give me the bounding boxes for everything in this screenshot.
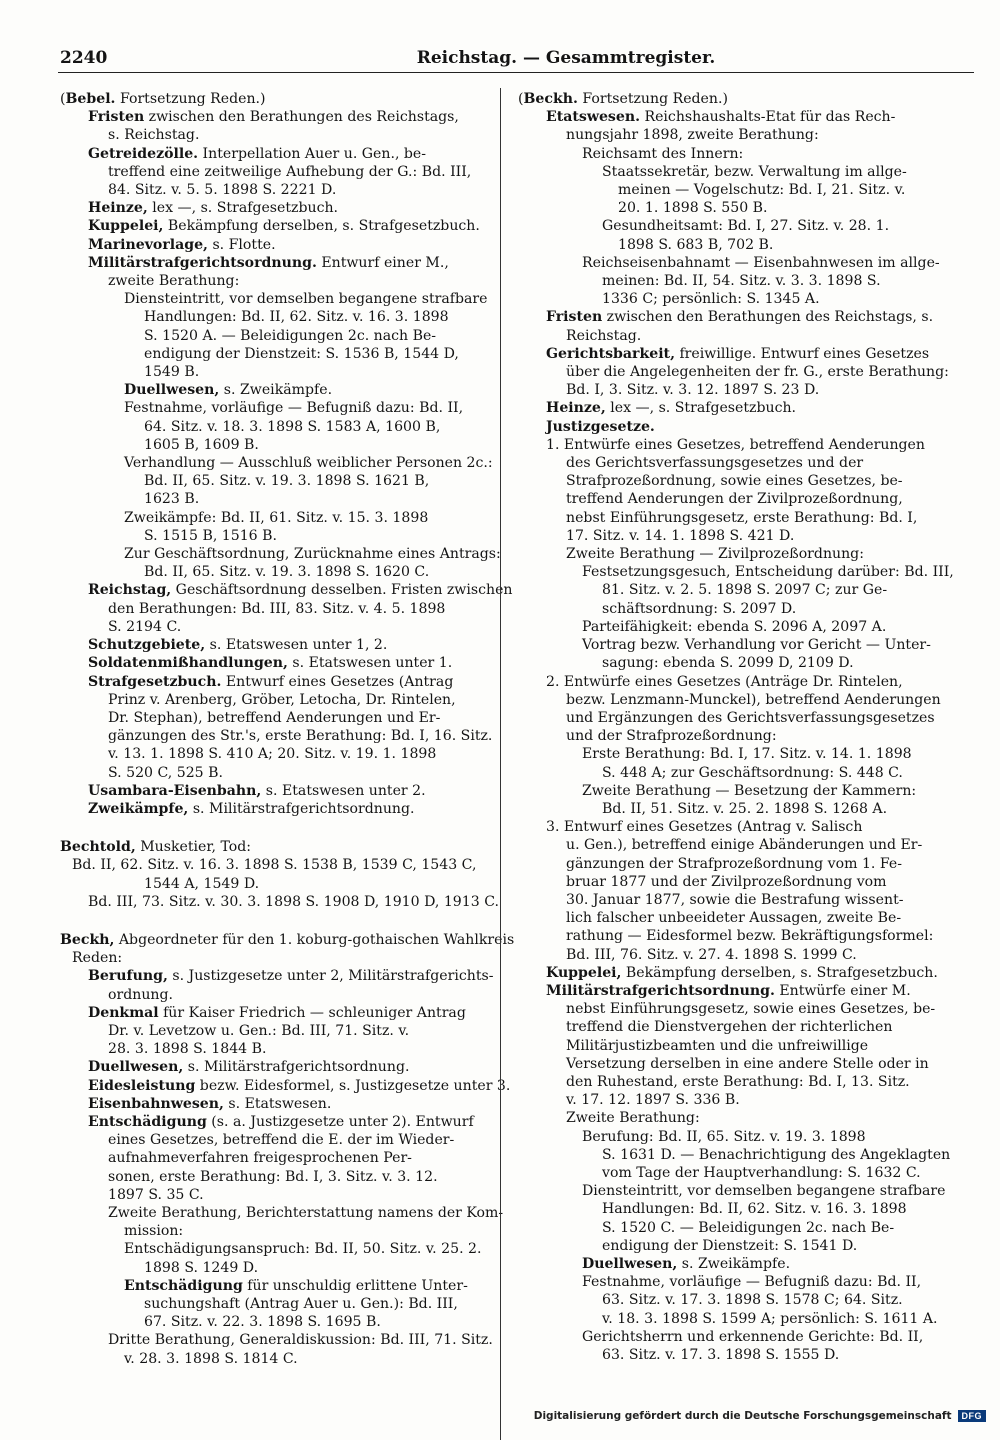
index-term: Fristen xyxy=(88,109,145,126)
index-term: Duellwesen, xyxy=(582,1256,678,1272)
entry-gap xyxy=(60,818,500,838)
index-line: 1336 C; persönlich: S. 1345 A. xyxy=(602,291,820,308)
index-line: Fristen zwischen den Berathungen des Reichstags, s. xyxy=(546,309,934,326)
index-line: Entschädigung für unschuldig erlittene Unter- xyxy=(124,1277,468,1294)
index-line: Entschädigungsanspruch: Bd. II, 50. Sitz. v. 25. 2. xyxy=(124,1241,482,1258)
index-term: Beckh. xyxy=(523,91,578,107)
page-header xyxy=(58,46,974,73)
column-divider xyxy=(500,88,501,1440)
index-line: Duellwesen, s. Zweikämpfe. xyxy=(582,1256,791,1272)
index-line: Strafprozeßordnung, sowie eines Gesetzes, be- xyxy=(566,473,903,490)
index-line: Versetzung derselben in eine andere Stelle oder in xyxy=(566,1055,929,1072)
index-line: ordnung. xyxy=(108,986,173,1003)
index-line: 1. Entwürfe eines Gesetzes, betreffend Aenderungen xyxy=(546,436,925,453)
index-term: Kuppelei, xyxy=(88,218,164,235)
index-line: nebst Einführungsgesetz, sowie eines Gesetzes, be- xyxy=(566,1001,936,1018)
index-line: Kuppelei, Bekämpfung derselben, s. Strafgesetzbuch. xyxy=(546,964,938,981)
index-line: des Gerichtsverfassungsgesetzes und der xyxy=(566,455,864,472)
index-line: Getreidezölle. Interpellation Auer u. Gen., be- xyxy=(88,145,427,162)
index-line: Reden: xyxy=(72,950,123,967)
index-line: Etatswesen. Reichshaushalts-Etat für das Rech- xyxy=(546,109,896,126)
index-line: Bd. II, 51. Sitz. v. 25. 2. 1898 S. 1268 A. xyxy=(602,800,888,817)
index-line: bruar 1877 und der Zivilprozeßordnung vom xyxy=(566,873,887,890)
index-line: 64. Sitz. v. 18. 3. 1898 S. 1583 A, 1600 B, xyxy=(144,418,441,435)
index-line: Beckh, Abgeordneter für den 1. koburg-gothaischen Wahlkreis xyxy=(60,931,515,948)
index-line: 1623 B. xyxy=(144,491,200,508)
index-line: Zur Geschäftsordnung, Zurücknahme eines Antrags: xyxy=(124,546,501,563)
index-line: Diensteintritt, vor demselben begangene strafbare xyxy=(124,291,488,308)
index-term: Heinze, xyxy=(546,400,606,417)
index-term: Eisenbahnwesen, xyxy=(88,1095,224,1112)
index-line: 1544 A, 1549 D. xyxy=(144,875,260,892)
index-term: Soldatenmißhandlungen, xyxy=(88,655,288,672)
index-line: S. 1515 B, 1516 B. xyxy=(144,527,277,544)
index-line: Dr. v. Levetzow u. Gen.: Bd. III, 71. Sitz. v. xyxy=(108,1022,410,1039)
index-line: v. 28. 3. 1898 S. 1814 C. xyxy=(124,1350,298,1367)
index-line: 1605 B, 1609 B. xyxy=(144,436,259,453)
index-term: Duellwesen, xyxy=(124,382,220,399)
index-line: 1897 S. 35 C. xyxy=(108,1186,204,1203)
index-line: 1898 S. 683 B, 702 B. xyxy=(618,236,774,253)
index-line: Verhandlung — Ausschluß weiblicher Personen 2c.: xyxy=(124,455,493,472)
index-line: Reichseisenbahnamt — Eisenbahnwesen im allge- xyxy=(582,254,940,271)
index-line: Schutzgebiete, s. Etatswesen unter 1, 2. xyxy=(88,637,388,654)
index-line: suchungshaft (Antrag Auer u. Gen.): Bd. III, xyxy=(144,1296,458,1312)
index-line: gänzungen der Strafprozeßordnung vom 1. Fe- xyxy=(566,855,902,872)
index-line: 1898 S. 1249 D. xyxy=(144,1259,259,1276)
index-line: Zweikämpfe: Bd. II, 61. Sitz. v. 15. 3. 1898 xyxy=(124,509,429,526)
index-line: schäftsordnung: S. 2097 D. xyxy=(602,600,797,617)
index-line: 20. 1. 1898 S. 550 B. xyxy=(618,200,768,217)
index-line: S. 2194 C. xyxy=(108,618,182,635)
index-line: Zweikämpfe, s. Militärstrafgerichtsordnung. xyxy=(88,800,415,817)
index-line: lich falscher unbeeideter Aussagen, zweite Be- xyxy=(566,910,902,927)
index-line: (Beckh. Fortsetzung Reden.) xyxy=(518,91,728,107)
index-line: S. 520 C, 525 B. xyxy=(108,764,223,781)
index-term: Entschädigung xyxy=(124,1277,243,1294)
index-term: Denkmal xyxy=(88,1004,159,1021)
index-line: 30. Januar 1877, sowie die Bestrafung wissent- xyxy=(566,891,904,908)
index-line: Denkmal für Kaiser Friedrich — schleuniger Antrag xyxy=(88,1004,466,1021)
index-line: den Berathungen: Bd. III, 83. Sitz. v. 4. 5. 1898 xyxy=(108,600,446,617)
index-term: Gerichtsbarkeit, xyxy=(546,345,675,362)
index-line: Bd. I, 3. Sitz. v. 3. 12. 1897 S. 23 D. xyxy=(566,382,820,399)
index-line: Bd. II, 62. Sitz. v. 16. 3. 1898 S. 1538 B, 1539 C, 1543 C, xyxy=(72,857,477,874)
index-line: Reichstag, Geschäftsordnung desselben. Fristen zwischen xyxy=(88,582,513,599)
index-line: Reichsamt des Innern: xyxy=(582,145,744,162)
index-line: Heinze, lex —, s. Strafgesetzbuch. xyxy=(88,200,339,217)
index-term: Militärstrafgerichtsordnung. xyxy=(88,254,317,271)
right-column xyxy=(518,90,972,1364)
index-line: vom Tage der Hauptverhandlung: S. 1632 C. xyxy=(602,1164,921,1181)
footer xyxy=(534,1408,986,1424)
index-line: den Ruhestand, erste Berathung: Bd. I, 13. Sitz. xyxy=(566,1073,910,1090)
index-line: v. 18. 3. 1898 S. 1599 A; persönlich: S. 1611 A. xyxy=(602,1310,938,1327)
index-line: (Bebel. Fortsetzung Reden.) xyxy=(60,91,266,107)
index-line: Militärstrafgerichtsordnung. Entwurf einer M., xyxy=(88,254,449,271)
index-line: bezw. Lenzmann-Munckel), betreffend Aenderungen xyxy=(566,691,941,708)
index-line: sonen, erste Berathung: Bd. I, 3. Sitz. v. 3. 12. xyxy=(108,1168,438,1185)
index-line: Bd. II, 65. Sitz. v. 19. 3. 1898 S. 1621 B, xyxy=(144,473,430,490)
index-line: nungsjahr 1898, zweite Berathung: xyxy=(566,127,819,144)
index-line: nebst Einführungsgesetz, erste Berathung: Bd. I, xyxy=(566,509,918,526)
index-term: Berufung, xyxy=(88,968,168,985)
index-line: Berufung: Bd. II, 65. Sitz. v. 19. 3. 1898 xyxy=(582,1128,866,1145)
index-line: über die Angelegenheiten der fr. G., erste Berathung: xyxy=(566,364,949,381)
index-line: sagung: ebenda S. 2099 D, 2109 D. xyxy=(602,655,854,672)
index-line: und der Strafprozeßordnung: xyxy=(566,728,777,745)
index-term: Bechtold, xyxy=(60,839,136,856)
index-line: v. 17. 12. 1897 S. 336 B. xyxy=(566,1092,740,1109)
index-line: Prinz v. Arenberg, Gröber, Letocha, Dr. Rintelen, xyxy=(108,691,456,708)
index-line: endigung der Dienstzeit: S. 1541 D. xyxy=(602,1237,858,1254)
index-line: eines Gesetzes, betreffend die E. der im Wieder- xyxy=(108,1132,455,1149)
index-line: 84. Sitz. v. 5. 5. 1898 S. 2221 D. xyxy=(108,182,337,199)
index-line: S. 1631 D. — Benachrichtigung des Angeklagten xyxy=(602,1146,951,1163)
index-term: Bebel. xyxy=(65,91,116,107)
index-line: gänzungen des Str.'s, erste Berathung: Bd. I, 16. Sitz. xyxy=(108,728,493,745)
index-line: S. 448 A; zur Geschäftsordnung: S. 448 C. xyxy=(602,764,903,781)
index-line: Entschädigung (s. a. Justizgesetze unter 2). Entwurf xyxy=(88,1113,474,1130)
index-line: und Ergänzungen des Gerichtsverfassungsgesetzes xyxy=(566,709,935,726)
index-term: Marinevorlage, xyxy=(88,236,208,253)
index-line: Eidesleistung bezw. Eidesformel, s. Justizgesetze unter 3. xyxy=(88,1077,511,1094)
index-line: Heinze, lex —, s. Strafgesetzbuch. xyxy=(546,400,797,417)
index-line: Reichstag. xyxy=(566,327,642,344)
index-line: Soldatenmißhandlungen, s. Etatswesen unter 1. xyxy=(88,655,453,672)
index-line: Bd. III, 76. Sitz. v. 27. 4. 1898 S. 1999 C. xyxy=(566,946,857,963)
index-line: Zweite Berathung, Berichterstattung namens der Kom- xyxy=(108,1204,504,1221)
index-term: Eidesleistung xyxy=(88,1077,196,1094)
index-line: Duellwesen, s. Zweikämpfe. xyxy=(124,382,333,399)
index-line: Diensteintritt, vor demselben begangene strafbare xyxy=(582,1183,946,1200)
index-line: v. 13. 1. 1898 S. 410 A; 20. Sitz. v. 19. 1. 1898 xyxy=(108,746,437,763)
index-term: Schutzgebiete, xyxy=(88,637,206,654)
index-line: 17. Sitz. v. 14. 1. 1898 S. 421 D. xyxy=(566,527,795,544)
index-line: Militärjustizbeamten und die unfreiwillige xyxy=(566,1037,869,1054)
index-line: mission: xyxy=(124,1223,184,1240)
index-line: zweite Berathung: xyxy=(108,273,240,290)
index-line: Parteifähigkeit: ebenda S. 2096 A, 2097 A. xyxy=(582,618,887,635)
footer-credit: Digitalisierung gefördert durch die Deutsche Forschungsgemeinschaft xyxy=(533,1410,952,1422)
index-term: Usambara-Eisenbahn, xyxy=(88,782,262,799)
index-term: Kuppelei, xyxy=(546,964,622,981)
index-line: 1549 B. xyxy=(144,364,200,381)
index-term: Heinze, xyxy=(88,200,148,217)
index-term: Beckh, xyxy=(60,931,115,948)
index-line: Gesundheitsamt: Bd. I, 27. Sitz. v. 28. 1. xyxy=(602,218,890,235)
index-term: Getreidezölle. xyxy=(88,145,199,162)
index-line: Militärstrafgerichtsordnung. Entwürfe einer M. xyxy=(546,982,911,999)
index-line: Gerichtsbarkeit, freiwillige. Entwurf eines Gesetzes xyxy=(546,345,930,362)
index-line: meinen: Bd. II, 54. Sitz. v. 3. 3. 1898 S. xyxy=(602,273,881,290)
index-line: u. Gen.), betreffend einige Abänderungen und Er- xyxy=(566,837,923,854)
index-line: Bechtold, Musketier, Tod: xyxy=(60,839,252,856)
index-line: Usambara-Eisenbahn, s. Etatswesen unter 2. xyxy=(88,782,426,799)
index-line: Gerichtsherrn und erkennende Gerichte: Bd. II, xyxy=(582,1328,924,1345)
index-term: Fristen xyxy=(546,309,603,326)
index-line xyxy=(518,418,972,436)
index-term: Militärstrafgerichtsordnung. xyxy=(546,982,775,999)
index-line: treffend eine zeitweilige Aufhebung der G.: Bd. III, xyxy=(108,163,472,180)
index-line: endigung der Dienstzeit: S. 1536 B, 1544 D, xyxy=(144,345,459,362)
index-term: Entschädigung xyxy=(88,1113,207,1130)
index-line: 28. 3. 1898 S. 1844 B. xyxy=(108,1041,267,1058)
index-line: Festnahme, vorläufige — Befugniß dazu: Bd. II, xyxy=(124,400,464,417)
entry-gap xyxy=(60,911,500,931)
index-line: treffend Aenderungen der Zivilprozeßordnung, xyxy=(566,491,903,508)
page-number: 2240 xyxy=(60,48,108,68)
index-line: Erste Berathung: Bd. I, 17. Sitz. v. 14. 1. 1898 xyxy=(582,746,912,763)
index-line: Duellwesen, s. Militärstrafgerichtsordnung. xyxy=(88,1059,410,1076)
index-line: S. 1520 A. — Beleidigungen 2c. nach Be- xyxy=(144,327,437,344)
index-line: Bd. II, 65. Sitz. v. 19. 3. 1898 S. 1620 C. xyxy=(144,564,430,581)
index-line: Bd. III, 73. Sitz. v. 30. 3. 1898 S. 1908 D, 1910 D, 1913 C. xyxy=(88,893,499,910)
left-column xyxy=(60,90,515,1368)
index-line: rathung — Eidesformel bezw. Bekräftigungsformel: xyxy=(566,928,934,945)
index-line: Eisenbahnwesen, s. Etatswesen. xyxy=(88,1095,332,1112)
index-line: Fristen zwischen den Berathungen des Reichstags, xyxy=(88,109,459,126)
index-line: aufnahmeverfahren freigesprochenen Per- xyxy=(108,1150,412,1167)
index-term: Duellwesen, xyxy=(88,1059,184,1076)
index-line: s. Reichstag. xyxy=(108,127,200,144)
running-title: Reichstag. — Gesammtregister. xyxy=(416,48,716,68)
index-line: 67. Sitz. v. 22. 3. 1898 S. 1695 B. xyxy=(144,1314,381,1331)
index-line: Handlungen: Bd. II, 62. Sitz. v. 16. 3. 1898 xyxy=(602,1201,907,1218)
index-line: S. 1520 C. — Beleidigungen 2c. nach Be- xyxy=(602,1219,895,1236)
index-line: Festsetzungsgesuch, Entscheidung darüber: Bd. III, xyxy=(582,564,954,581)
index-line: meinen — Vogelschutz: Bd. I, 21. Sitz. v. xyxy=(618,182,906,199)
index-term: Reichstag, xyxy=(88,582,172,599)
index-line: Berufung, s. Justizgesetze unter 2, Militärstrafgerichts- xyxy=(88,968,494,985)
index-term: Strafgesetzbuch. xyxy=(88,673,222,690)
index-line: 2. Entwürfe eines Gesetzes (Anträge Dr. Rintelen, xyxy=(546,673,903,690)
index-line: Festnahme, vorläufige — Befugniß dazu: Bd. II, xyxy=(582,1274,922,1291)
index-term: Justizgesetze. xyxy=(546,418,655,435)
index-line: Vortrag bezw. Verhandlung vor Gericht — Unter- xyxy=(582,637,931,654)
index-line: Dr. Stephan), betreffend Aenderungen und Er- xyxy=(108,709,441,726)
index-line: 63. Sitz. v. 17. 3. 1898 S. 1578 C; 64. Sitz. xyxy=(602,1292,903,1309)
index-line: 3. Entwurf eines Gesetzes (Antrag v. Salisch xyxy=(546,819,863,836)
index-line: Kuppelei, Bekämpfung derselben, s. Strafgesetzbuch. xyxy=(88,218,480,235)
index-line: Marinevorlage, s. Flotte. xyxy=(88,236,276,253)
index-line: Strafgesetzbuch. Entwurf eines Gesetzes (Antrag xyxy=(88,673,454,690)
index-term: Etatswesen. xyxy=(546,109,640,126)
index-line: 63. Sitz. v. 17. 3. 1898 S. 1555 D. xyxy=(602,1347,840,1364)
index-line: Dritte Berathung, Generaldiskussion: Bd. III, 71. Sitz. xyxy=(108,1332,493,1349)
index-line: Zweite Berathung — Zivilprozeßordnung: xyxy=(566,546,864,563)
index-line: Staatssekretär, bezw. Verwaltung im allge- xyxy=(602,163,907,180)
index-line: Zweite Berathung — Besetzung der Kammern: xyxy=(582,782,917,799)
index-line: Zweite Berathung: xyxy=(566,1110,700,1127)
index-line: Handlungen: Bd. II, 62. Sitz. v. 16. 3. 1898 xyxy=(144,309,449,326)
index-line: 81. Sitz. v. 2. 5. 1898 S. 2097 C; zur Ge- xyxy=(602,582,888,599)
dfg-logo: DFG xyxy=(958,1410,987,1422)
index-term: Zweikämpfe, xyxy=(88,800,189,817)
index-line: treffend die Dienstvergehen der richterlichen xyxy=(566,1019,893,1036)
